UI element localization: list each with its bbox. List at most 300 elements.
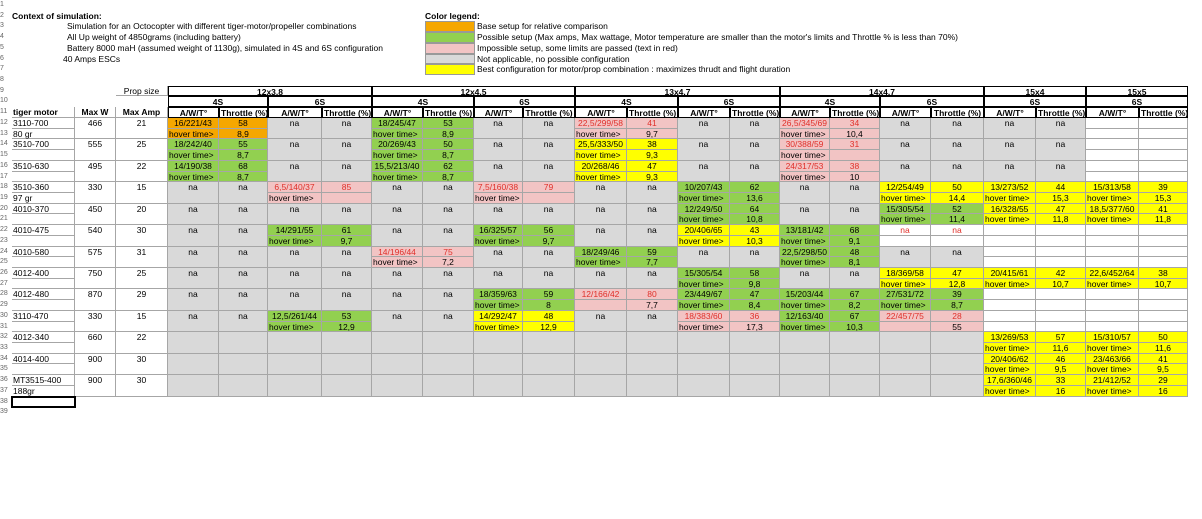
- result-throttle[interactable]: 47: [931, 268, 984, 279]
- result-awt[interactable]: 23/449/67: [678, 289, 730, 300]
- result-throttle[interactable]: 75: [423, 247, 474, 258]
- result-throttle[interactable]: na: [423, 225, 474, 246]
- result-awt[interactable]: na: [678, 118, 730, 139]
- result-awt[interactable]: [372, 332, 423, 353]
- hover-time-value[interactable]: [1036, 257, 1086, 268]
- motor-max-amp[interactable]: 25: [116, 139, 168, 160]
- result-awt[interactable]: [474, 332, 523, 353]
- hover-time-label[interactable]: hover time>: [372, 150, 423, 161]
- result-throttle[interactable]: na: [627, 311, 678, 332]
- hover-time-value[interactable]: 8,7: [931, 300, 984, 311]
- result-awt[interactable]: na: [474, 118, 523, 139]
- result-throttle[interactable]: na: [423, 289, 474, 310]
- hover-time-value[interactable]: 7,2: [423, 257, 474, 268]
- config-header[interactable]: 6S: [880, 96, 984, 107]
- hover-time-value[interactable]: 7,7: [627, 300, 678, 311]
- result-throttle[interactable]: 67: [830, 311, 880, 322]
- result-throttle[interactable]: na: [730, 161, 780, 182]
- motor-name[interactable]: 4012-480: [12, 289, 75, 300]
- col-header-awt[interactable]: A/W/T°: [474, 107, 523, 118]
- result-throttle[interactable]: na: [730, 118, 780, 139]
- hover-time-value[interactable]: 9,3: [627, 172, 678, 183]
- result-throttle[interactable]: 62: [423, 161, 474, 172]
- result-awt[interactable]: [575, 354, 627, 375]
- motor-weight[interactable]: [12, 343, 75, 354]
- motor-max-w[interactable]: 870: [75, 289, 116, 310]
- prop-header[interactable]: 15x5: [1086, 86, 1188, 97]
- motor-max-w[interactable]: 555: [75, 139, 116, 160]
- hover-time-label[interactable]: [984, 257, 1036, 268]
- result-awt[interactable]: na: [168, 268, 219, 289]
- result-awt[interactable]: 20/406/65: [678, 225, 730, 236]
- col-header-awt[interactable]: A/W/T°: [1086, 107, 1139, 118]
- result-awt[interactable]: na: [268, 161, 322, 182]
- hover-time-value[interactable]: 11,8: [1036, 214, 1086, 225]
- hover-time-label[interactable]: hover time>: [984, 279, 1036, 290]
- result-awt[interactable]: na: [268, 268, 322, 289]
- hover-time-value[interactable]: 10,7: [1036, 279, 1086, 290]
- hover-time-value[interactable]: 10,3: [730, 236, 780, 247]
- result-awt[interactable]: [168, 375, 219, 396]
- result-awt[interactable]: na: [474, 204, 523, 225]
- hover-time-label[interactable]: hover time>: [1086, 214, 1139, 225]
- context-line-3[interactable]: Battery 8000 maH (assumed weight of 1130g), simulated in 4S and 6S configuration: [67, 42, 383, 53]
- result-awt[interactable]: na: [984, 118, 1036, 139]
- motor-name[interactable]: 3510-360: [12, 182, 75, 193]
- motor-name[interactable]: 3110-470: [12, 311, 75, 322]
- result-awt[interactable]: [268, 332, 322, 353]
- hover-time-value[interactable]: [1036, 236, 1086, 247]
- hover-time-value[interactable]: 8,2: [830, 300, 880, 311]
- result-throttle[interactable]: na: [219, 247, 268, 268]
- result-awt[interactable]: na: [168, 204, 219, 225]
- hover-time-value[interactable]: [523, 193, 575, 204]
- result-awt[interactable]: [984, 289, 1036, 300]
- hover-time-label[interactable]: hover time>: [168, 172, 219, 183]
- result-throttle[interactable]: 38: [627, 139, 678, 150]
- result-throttle[interactable]: na: [627, 268, 678, 289]
- hover-time-value[interactable]: 55: [931, 322, 984, 333]
- result-awt[interactable]: 10/207/43: [678, 182, 730, 193]
- result-awt[interactable]: 12/254/49: [880, 182, 931, 193]
- result-awt[interactable]: [1086, 247, 1139, 258]
- result-throttle[interactable]: 47: [1036, 204, 1086, 215]
- config-header[interactable]: 6S: [678, 96, 780, 107]
- hover-time-label[interactable]: hover time>: [780, 236, 830, 247]
- result-throttle[interactable]: [931, 375, 984, 396]
- motor-max-amp[interactable]: 30: [116, 354, 168, 375]
- result-throttle[interactable]: [1139, 161, 1188, 172]
- result-throttle[interactable]: na: [423, 182, 474, 203]
- motor-max-amp[interactable]: 21: [116, 118, 168, 139]
- col-header-throttle[interactable]: Throttle (%): [832, 108, 880, 119]
- result-throttle[interactable]: 57: [1036, 332, 1086, 343]
- result-throttle[interactable]: 44: [1036, 182, 1086, 193]
- result-awt[interactable]: 20/269/43: [372, 139, 423, 150]
- hover-time-label[interactable]: hover time>: [474, 300, 523, 311]
- hover-time-value[interactable]: 8,4: [730, 300, 780, 311]
- hover-time-value[interactable]: 8,9: [423, 129, 474, 140]
- result-throttle[interactable]: na: [730, 139, 780, 160]
- hover-time-label[interactable]: hover time>: [678, 193, 730, 204]
- motor-max-amp[interactable]: 15: [116, 311, 168, 332]
- motor-weight[interactable]: [12, 279, 75, 290]
- result-throttle[interactable]: [423, 354, 474, 375]
- result-throttle[interactable]: [1036, 247, 1086, 258]
- motor-weight[interactable]: 188gr: [12, 386, 75, 397]
- result-throttle[interactable]: 79: [523, 182, 575, 193]
- hover-time-value[interactable]: 8,7: [423, 150, 474, 161]
- result-awt[interactable]: na: [372, 311, 423, 332]
- hover-time-label[interactable]: hover time>: [984, 386, 1036, 397]
- motor-max-w[interactable]: 330: [75, 311, 116, 332]
- result-awt[interactable]: 30/388/59: [780, 139, 830, 150]
- hover-time-value[interactable]: 9,1: [830, 236, 880, 247]
- hover-time-value[interactable]: 12,9: [523, 322, 575, 333]
- hover-time-label[interactable]: [1086, 129, 1139, 140]
- motor-name[interactable]: 3110-700: [12, 118, 75, 129]
- result-throttle[interactable]: na: [219, 311, 268, 332]
- motor-weight[interactable]: [12, 214, 75, 225]
- config-header[interactable]: 6S: [474, 96, 575, 107]
- result-awt[interactable]: 22,5/299/58: [575, 118, 627, 129]
- result-throttle[interactable]: na: [423, 268, 474, 289]
- result-awt[interactable]: na: [268, 204, 322, 225]
- config-header[interactable]: 6S: [984, 96, 1086, 107]
- result-awt[interactable]: 12,5/261/44: [268, 311, 322, 322]
- motor-max-w[interactable]: 450: [75, 204, 116, 225]
- hover-time-label[interactable]: hover time>: [780, 129, 830, 140]
- motor-weight[interactable]: 80 gr: [12, 129, 75, 140]
- result-awt[interactable]: 12/249/50: [678, 204, 730, 215]
- result-throttle[interactable]: na: [1036, 118, 1086, 139]
- result-awt[interactable]: 16/325/57: [474, 225, 523, 236]
- config-header[interactable]: 4S: [780, 96, 880, 107]
- hover-time-value[interactable]: 16: [1036, 386, 1086, 397]
- result-awt[interactable]: [575, 332, 627, 353]
- result-awt[interactable]: na: [474, 139, 523, 160]
- result-awt[interactable]: na: [474, 161, 523, 182]
- hover-time-label[interactable]: [880, 236, 931, 247]
- result-awt[interactable]: [1086, 118, 1139, 129]
- result-awt[interactable]: [372, 354, 423, 375]
- result-throttle[interactable]: 46: [1036, 354, 1086, 365]
- result-throttle[interactable]: 28: [931, 311, 984, 322]
- hover-time-value[interactable]: 8,7: [423, 172, 474, 183]
- result-awt[interactable]: [268, 354, 322, 375]
- hover-time-label[interactable]: hover time>: [268, 236, 322, 247]
- hover-time-label[interactable]: hover time>: [1086, 386, 1139, 397]
- result-awt[interactable]: 22/457/75: [880, 311, 931, 322]
- hover-time-label[interactable]: hover time>: [1086, 364, 1139, 375]
- hover-time-value[interactable]: 7,7: [627, 257, 678, 268]
- result-awt[interactable]: na: [372, 268, 423, 289]
- result-throttle[interactable]: 41: [627, 118, 678, 129]
- motor-weight[interactable]: [12, 322, 75, 333]
- result-throttle[interactable]: 85: [322, 182, 372, 193]
- hover-time-label[interactable]: hover time>: [168, 150, 219, 161]
- result-awt[interactable]: [372, 375, 423, 396]
- result-awt[interactable]: [880, 375, 931, 396]
- hover-time-label[interactable]: hover time>: [780, 322, 830, 333]
- result-awt[interactable]: na: [372, 289, 423, 310]
- result-throttle[interactable]: 52: [931, 204, 984, 215]
- hover-time-value[interactable]: 11,8: [1139, 214, 1188, 225]
- col-header-awt[interactable]: A/W/T°: [780, 107, 830, 118]
- hover-time-value[interactable]: 10,4: [830, 129, 880, 140]
- prop-header[interactable]: 13x4.7: [575, 86, 780, 97]
- config-header[interactable]: 4S: [575, 96, 678, 107]
- hover-time-label[interactable]: hover time>: [474, 236, 523, 247]
- result-awt[interactable]: [168, 332, 219, 353]
- hover-time-value[interactable]: 13,6: [730, 193, 780, 204]
- result-throttle[interactable]: 62: [730, 182, 780, 193]
- result-throttle[interactable]: na: [523, 204, 575, 225]
- result-throttle[interactable]: [730, 375, 780, 396]
- config-header[interactable]: 4S: [168, 96, 268, 107]
- result-throttle[interactable]: 64: [730, 204, 780, 215]
- result-throttle[interactable]: [219, 354, 268, 375]
- result-throttle[interactable]: 50: [1139, 332, 1188, 343]
- result-awt[interactable]: 18/383/60: [678, 311, 730, 322]
- result-throttle[interactable]: 50: [423, 139, 474, 150]
- result-awt[interactable]: 21/412/52: [1086, 375, 1139, 386]
- result-awt[interactable]: na: [575, 182, 627, 203]
- result-awt[interactable]: na: [780, 182, 830, 203]
- result-throttle[interactable]: na: [322, 118, 372, 139]
- result-awt[interactable]: na: [168, 311, 219, 332]
- hover-time-label[interactable]: [1086, 257, 1139, 268]
- motor-max-amp[interactable]: 22: [116, 332, 168, 353]
- hover-time-label[interactable]: [1086, 150, 1139, 161]
- result-throttle[interactable]: 47: [627, 161, 678, 172]
- result-throttle[interactable]: 50: [931, 182, 984, 193]
- hover-time-label[interactable]: [984, 236, 1036, 247]
- result-throttle[interactable]: na: [423, 204, 474, 225]
- result-throttle[interactable]: 48: [523, 311, 575, 322]
- result-awt[interactable]: 16/328/55: [984, 204, 1036, 215]
- result-awt[interactable]: 26,5/345/69: [780, 118, 830, 129]
- result-awt[interactable]: 15/305/54: [678, 268, 730, 279]
- hover-time-label[interactable]: [575, 300, 627, 311]
- result-throttle[interactable]: na: [627, 182, 678, 203]
- result-awt[interactable]: na: [268, 118, 322, 139]
- hover-time-value[interactable]: [1139, 322, 1188, 333]
- motor-max-w[interactable]: 575: [75, 247, 116, 268]
- result-awt[interactable]: na: [880, 139, 931, 160]
- hover-time-value[interactable]: 17,3: [730, 322, 780, 333]
- result-awt[interactable]: 7,5/160/38: [474, 182, 523, 193]
- col-header-throttle[interactable]: Throttle (%): [1038, 108, 1086, 119]
- result-throttle[interactable]: [423, 375, 474, 396]
- result-throttle[interactable]: [1036, 225, 1086, 236]
- motor-max-amp[interactable]: 22: [116, 161, 168, 182]
- motor-name[interactable]: 4012-400: [12, 268, 75, 279]
- config-header[interactable]: 4S: [372, 96, 474, 107]
- result-awt[interactable]: na: [474, 247, 523, 268]
- result-awt[interactable]: 18/369/58: [880, 268, 931, 279]
- header-max-w[interactable]: Max W: [75, 107, 116, 118]
- result-awt[interactable]: [678, 354, 730, 375]
- result-throttle[interactable]: na: [219, 268, 268, 289]
- result-awt[interactable]: 12/166/42: [575, 289, 627, 300]
- result-awt[interactable]: [474, 354, 523, 375]
- hover-time-label[interactable]: hover time>: [268, 322, 322, 333]
- motor-max-amp[interactable]: 25: [116, 268, 168, 289]
- result-throttle[interactable]: 47: [730, 289, 780, 300]
- result-throttle[interactable]: 61: [322, 225, 372, 236]
- motor-weight[interactable]: [12, 172, 75, 183]
- result-awt[interactable]: na: [268, 247, 322, 268]
- result-awt[interactable]: [168, 354, 219, 375]
- result-throttle[interactable]: [423, 332, 474, 353]
- hover-time-label[interactable]: hover time>: [780, 257, 830, 268]
- motor-name[interactable]: 4010-475: [12, 225, 75, 236]
- motor-max-amp[interactable]: 20: [116, 204, 168, 225]
- hover-time-label[interactable]: hover time>: [984, 364, 1036, 375]
- result-awt[interactable]: na: [168, 225, 219, 246]
- result-awt[interactable]: na: [678, 161, 730, 182]
- result-throttle[interactable]: na: [322, 247, 372, 268]
- hover-time-value[interactable]: 10,8: [730, 214, 780, 225]
- result-throttle[interactable]: na: [523, 161, 575, 182]
- result-awt[interactable]: na: [372, 204, 423, 225]
- result-awt[interactable]: na: [780, 268, 830, 289]
- result-awt[interactable]: na: [168, 247, 219, 268]
- hover-time-value[interactable]: [1139, 236, 1188, 247]
- result-throttle[interactable]: 33: [1036, 375, 1086, 386]
- hover-time-label[interactable]: hover time>: [372, 129, 423, 140]
- hover-time-value[interactable]: 12,9: [322, 322, 372, 333]
- result-throttle[interactable]: 59: [627, 247, 678, 258]
- result-throttle[interactable]: 53: [423, 118, 474, 129]
- result-awt[interactable]: 6,5/140/37: [268, 182, 322, 193]
- result-awt[interactable]: 13/181/42: [780, 225, 830, 236]
- result-awt[interactable]: na: [168, 289, 219, 310]
- hover-time-value[interactable]: 8,9: [219, 129, 268, 140]
- motor-name[interactable]: 3510-630: [12, 161, 75, 172]
- result-throttle[interactable]: [627, 354, 678, 375]
- result-awt[interactable]: [880, 354, 931, 375]
- hover-time-label[interactable]: hover time>: [372, 257, 423, 268]
- result-throttle[interactable]: na: [523, 268, 575, 289]
- result-throttle[interactable]: na: [322, 161, 372, 182]
- result-awt[interactable]: 23/463/66: [1086, 354, 1139, 365]
- result-awt[interactable]: 27/531/72: [880, 289, 931, 300]
- hover-time-label[interactable]: hover time>: [474, 193, 523, 204]
- motor-max-w[interactable]: 900: [75, 354, 116, 375]
- result-throttle[interactable]: na: [219, 289, 268, 310]
- hover-time-label[interactable]: hover time>: [678, 236, 730, 247]
- hover-time-value[interactable]: 11,4: [931, 214, 984, 225]
- result-throttle[interactable]: 38: [830, 161, 880, 172]
- result-throttle[interactable]: 41: [1139, 204, 1188, 215]
- result-throttle[interactable]: 39: [1139, 182, 1188, 193]
- hover-time-value[interactable]: 10: [830, 172, 880, 183]
- hover-time-label[interactable]: hover time>: [880, 279, 931, 290]
- hover-time-label[interactable]: hover time>: [984, 214, 1036, 225]
- result-awt[interactable]: na: [575, 225, 627, 246]
- result-awt[interactable]: [1086, 289, 1139, 300]
- result-throttle[interactable]: 55: [219, 139, 268, 150]
- result-throttle[interactable]: 58: [730, 268, 780, 279]
- result-awt[interactable]: 25,5/333/50: [575, 139, 627, 150]
- hover-time-label[interactable]: hover time>: [1086, 193, 1139, 204]
- hover-time-label[interactable]: [1086, 172, 1139, 183]
- motor-weight[interactable]: [12, 364, 75, 375]
- result-awt[interactable]: [984, 247, 1036, 258]
- motor-name[interactable]: 4012-340: [12, 332, 75, 343]
- result-awt[interactable]: na: [372, 225, 423, 246]
- result-awt[interactable]: 18/242/40: [168, 139, 219, 150]
- result-throttle[interactable]: na: [322, 204, 372, 225]
- hover-time-label[interactable]: hover time>: [474, 322, 523, 333]
- result-awt[interactable]: 16/221/43: [168, 118, 219, 129]
- selected-cell-outline[interactable]: [11, 396, 76, 409]
- hover-time-label[interactable]: hover time>: [268, 193, 322, 204]
- motor-name[interactable]: 4010-370: [12, 204, 75, 215]
- hover-time-value[interactable]: 11,6: [1139, 343, 1188, 354]
- hover-time-label[interactable]: [984, 300, 1036, 311]
- result-awt[interactable]: 18/359/63: [474, 289, 523, 300]
- result-throttle[interactable]: 59: [523, 289, 575, 300]
- result-throttle[interactable]: [1139, 118, 1188, 129]
- motor-weight[interactable]: 97 gr: [12, 193, 75, 204]
- motor-max-w[interactable]: 750: [75, 268, 116, 289]
- result-awt[interactable]: 15/203/44: [780, 289, 830, 300]
- hover-time-value[interactable]: [1036, 300, 1086, 311]
- result-throttle[interactable]: [627, 375, 678, 396]
- result-throttle[interactable]: na: [219, 182, 268, 203]
- result-awt[interactable]: na: [780, 204, 830, 225]
- result-throttle[interactable]: [1036, 289, 1086, 300]
- result-throttle[interactable]: 31: [830, 139, 880, 150]
- result-awt[interactable]: [474, 375, 523, 396]
- legend-text-possible[interactable]: Possible setup (Max amps, Max wattage, Motor temperature are smaller than the motor's limits and Throttle % is less than 70%): [477, 32, 958, 43]
- hover-time-value[interactable]: [931, 236, 984, 247]
- result-awt[interactable]: [880, 332, 931, 353]
- hover-time-label[interactable]: hover time>: [984, 343, 1036, 354]
- hover-time-label[interactable]: hover time>: [575, 150, 627, 161]
- result-throttle[interactable]: [1139, 225, 1188, 236]
- col-header-throttle[interactable]: Throttle (%): [629, 108, 677, 119]
- context-title[interactable]: Context of simulation:: [12, 10, 102, 21]
- result-awt[interactable]: [984, 225, 1036, 236]
- result-throttle[interactable]: na: [627, 225, 678, 246]
- motor-max-amp[interactable]: 30: [116, 225, 168, 246]
- hover-time-label[interactable]: hover time>: [678, 214, 730, 225]
- result-throttle[interactable]: 67: [830, 289, 880, 300]
- result-awt[interactable]: 15/313/58: [1086, 182, 1139, 193]
- result-throttle[interactable]: 29: [1139, 375, 1188, 386]
- result-awt[interactable]: na: [984, 161, 1036, 182]
- result-throttle[interactable]: 58: [219, 118, 268, 129]
- result-awt[interactable]: na: [984, 139, 1036, 160]
- result-awt[interactable]: na: [880, 118, 931, 139]
- result-throttle[interactable]: [1036, 311, 1086, 322]
- motor-max-amp[interactable]: 15: [116, 182, 168, 203]
- result-awt[interactable]: [1086, 311, 1139, 322]
- motor-max-amp[interactable]: 31: [116, 247, 168, 268]
- result-throttle[interactable]: na: [523, 118, 575, 139]
- hover-time-label[interactable]: [1086, 300, 1139, 311]
- motor-weight[interactable]: [12, 236, 75, 247]
- result-throttle[interactable]: na: [523, 247, 575, 268]
- motor-weight[interactable]: [12, 257, 75, 268]
- prop-header[interactable]: 15x4: [984, 86, 1086, 97]
- result-throttle[interactable]: [830, 332, 880, 353]
- col-header-awt[interactable]: A/W/T°: [678, 107, 730, 118]
